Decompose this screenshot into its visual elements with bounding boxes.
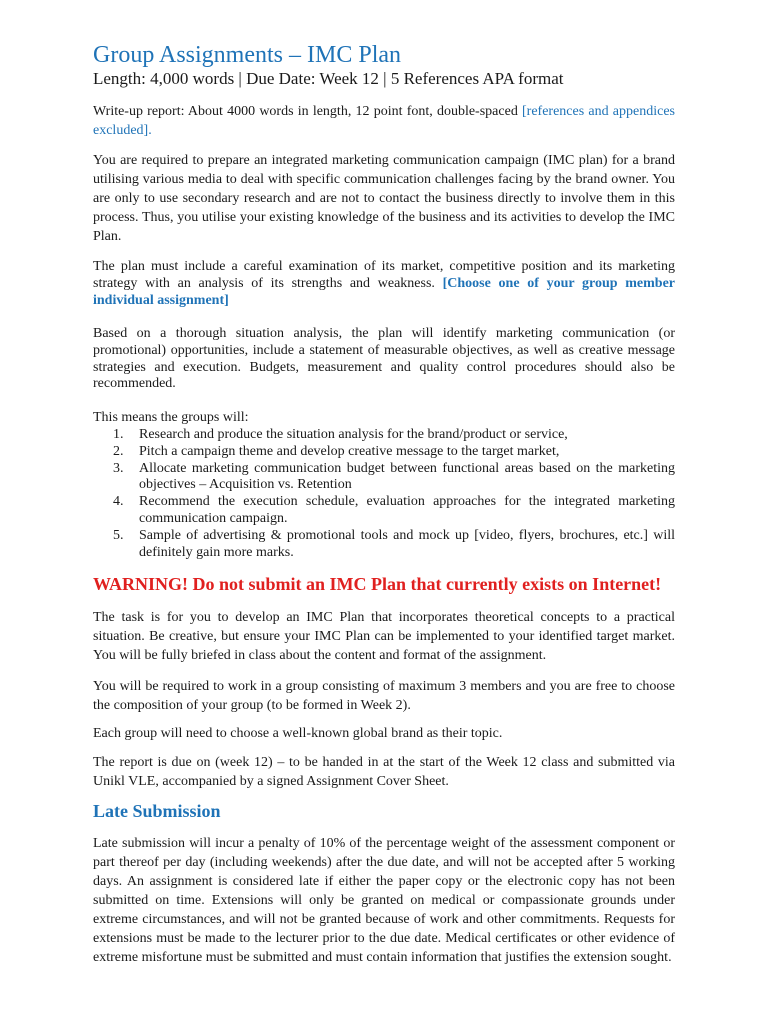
list-item: 2. Pitch a campaign theme and develop creative message to the target market, (113, 443, 560, 459)
warning-heading: WARNING! Do not submit an IMC Plan that currently exists on Internet! (93, 574, 662, 594)
page-title: Group Assignments – IMC Plan (93, 42, 402, 68)
list-item: 3. Allocate marketing communication budget between functional areas based on the marketing objectives – Acquisition vs. Retention (113, 460, 675, 493)
paragraph-late-submission: Late submission will incur a penalty of 10% of the percentage weight of the assessment component or part thereof per day (including weekends) after the due date, and will not be accepted after 5 working days. An assignment is considered late if either the paper copy or the electronic copy has not been submitted on time. Extensions will only be granted on medical or compassionate grounds under extreme circumstances, and will not be granted because of work and other commitments. Requests for extensions must be made to the lecturer prior to the due date. Medical certificates or other evidence of extreme misfortune must be submitted and must contain information that justifies the extension sought. (93, 836, 675, 965)
paragraph-brand-topic: Each group will need to choose a well-known global brand as their topic. (93, 726, 503, 741)
list-intro: This means the groups will: (93, 410, 249, 425)
page-subtitle: Length: 4,000 words | Due Date: Week 12 | 5 References APA format (93, 69, 564, 88)
plan-scope-note: [Choose one of your group member individual assignment] (93, 275, 676, 308)
writeup-text: Write-up report: About 4000 words in length, 12 point font, double-spaced (93, 104, 523, 119)
list-item: 1. Research and produce the situation analysis for the brand/product or service, (113, 427, 568, 442)
list-item: 5. Sample of advertising & promotional tools and mock up [video, flyers, brochures, etc.] will definitely gain more marks. (113, 527, 675, 560)
paragraph-situation-analysis: Based on a thorough situation analysis, the plan will identify marketing communication (or promotional) opportunities, include a statement of measurable objectives, as well as creative message strategies and execution. Budgets, measurement and quality control procedures should also be recommended. (93, 326, 675, 392)
writeup-note: [references and appendices excluded]. (93, 104, 675, 138)
late-submission-heading: Late Submission (93, 801, 221, 821)
plan-scope-text: The plan must include a careful examination of its market, competitive position and its marketing strategy with an analysis of its strengths and weakness. (93, 259, 675, 291)
paragraph-due-date: The report is due on (week 12) – to be handed in at the start of the Week 12 class and submitted via Unikl VLE, accompanied by a signed Assignment Cover Sheet. (93, 755, 675, 789)
list-item: 4. Recommend the execution schedule, evaluation approaches for the integrated marketing communication campaign. (113, 494, 675, 526)
writeup-paragraph (93, 102, 675, 140)
paragraph-task: The task is for you to develop an IMC Plan that incorporates theoretical concepts to a practical situation. Be creative, but ensure your IMC Plan can be implemented to your identified target market. You will be fully briefed in class about the content and format of the assignment. (93, 610, 675, 663)
paragraph-imc-requirement: You are required to prepare an integrated marketing communication campaign (IMC plan) for a brand utilising various media to deal with specific communication challenges facing by the brand owner. You are only to use secondary research and are not to contact the business directly to involve them in this process. Thus, you utilise your existing knowledge of the business and its activities to develop the IMC Plan. (93, 153, 675, 244)
group-steps-list (93, 427, 675, 561)
paragraph-group-size: You will be required to work in a group consisting of maximum 3 members and you are free to choose the composition of your group (to be formed in Week 2). (93, 679, 675, 713)
paragraph-plan-scope (93, 259, 675, 309)
